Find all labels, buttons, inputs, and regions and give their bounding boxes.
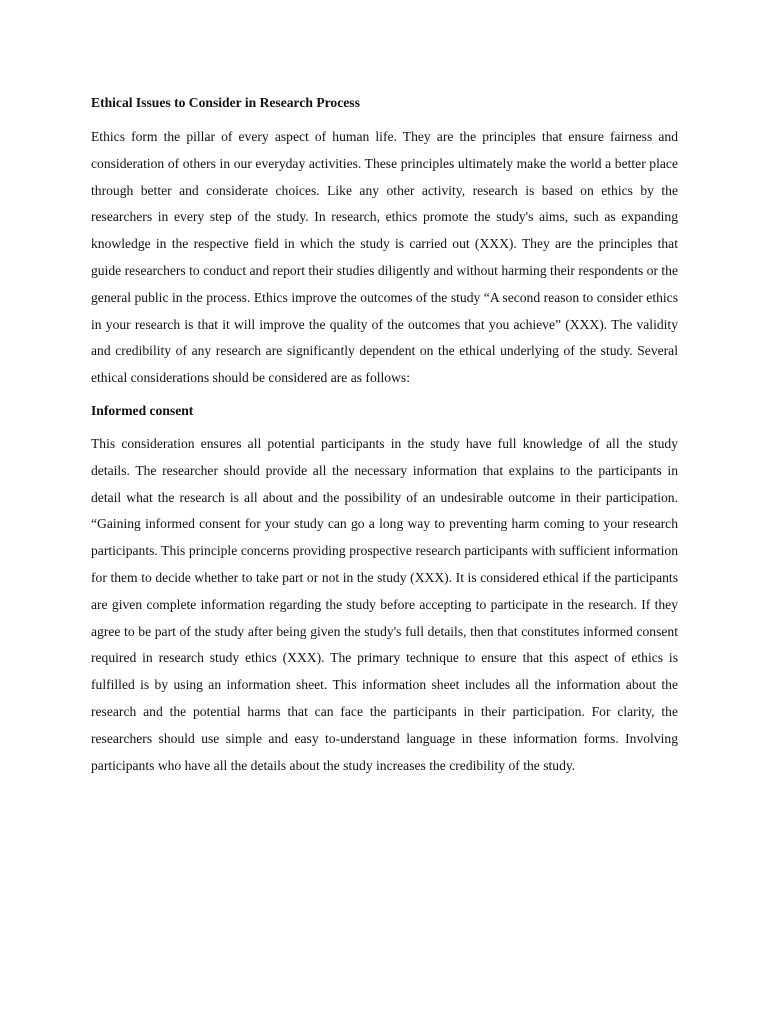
informed-consent-paragraph: This consideration ensures all potential participants in the study have full knowledge of all the study details. The researcher should provide all the necessary information that explains to the participants in detail what the research is all about and the possibility of an undesirable outcome in their participation. “Gaining informed consent for your study can go a long way to preventing harm coming to your research participants. This principle concerns providing prospective research participants with sufficient information for them to decide whether to take part or not in the study (XXX). It is considered ethical if the participants are given complete information regarding the study before accepting to participate in the research. If they agree to be part of the study after being given the study's full details, then that constitutes informed consent required in research study ethics (XXX). The primary technique to ensure that this aspect of ethics is fulfilled is by using an information sheet. This information sheet includes all the information about the research and the potential harms that can face the participants in their participation. For clarity, the researchers should use simple and easy to-understand language in these information forms. Involving participants who have all the details about the study increases the credibility of the study. xyxy=(91,435,678,773)
document-body xyxy=(91,93,678,788)
intro-paragraph: Ethics form the pillar of every aspect of human life. They are the principles that ensure fairness and consideration of others in our everyday activities. These principles ultimately make the world a better place through better and considerate choices. Like any other activity, research is based on ethics by the researchers in every step of the study. In research, ethics promote the study's aims, such as expanding knowledge in the respective field in which the study is carried out (XXX). They are the principles that guide researchers to conduct and report their studies diligently and without harming their respondents or the general public in the process. Ethics improve the outcomes of the study “A second reason to consider ethics in your research is that it will improve the quality of the outcomes that you achieve” (XXX). The validity and credibility of any research are significantly dependent on the ethical underlying of the study. Several ethical considerations should be considered are as follows: xyxy=(91,129,679,386)
section-heading-informed-consent: Informed consent xyxy=(91,402,194,418)
document-title: Ethical Issues to Consider in Research Process xyxy=(91,95,360,110)
